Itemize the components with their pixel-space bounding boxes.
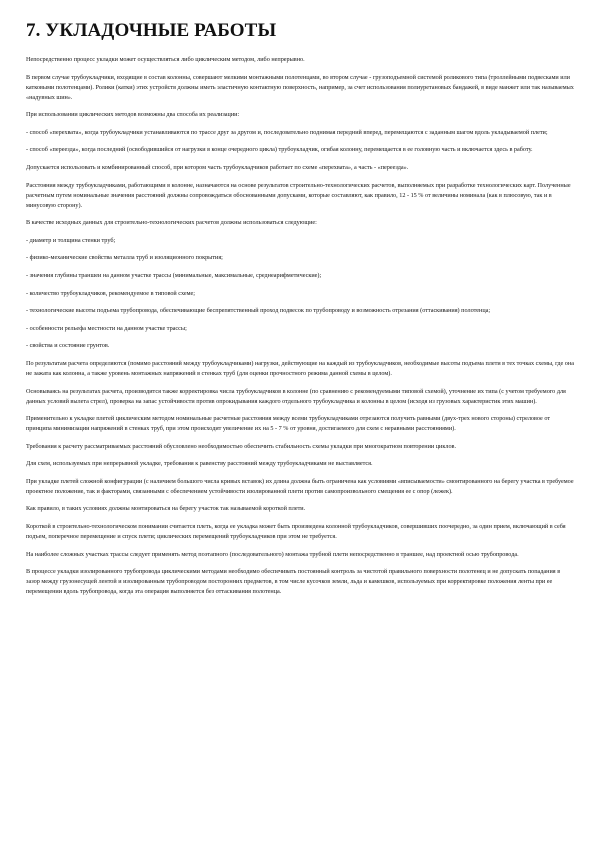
- paragraph: На наиболее сложных участках трассы следует применять метод поэтапного (последовательного) монтажа трубной плети непосредственно в траншее, над проектной осью трубопровода.: [26, 550, 519, 558]
- paragraph: По результатам расчета определяются (помимо расстояний между трубоукладчиками) нагрузки, действующие на каждый из трубоукладчиков, необходимые высоты подъема плети в тех точках схемы, где она не зажата как колонна, а также уровень монтажных напряжений в стенках труб (для оценки прочностного режима данной схемы в целом).: [26, 359, 574, 377]
- paragraph: Непосредственно процесс укладки может осуществляться либо циклическим методом, либо непрерывно.: [26, 56, 305, 63]
- paragraph: Применительно к укладке плетей циклическим методом номинальные расчетные расстояния между всеми трубоукладчиками отрезаются получить равными (двух-трех нового стороны) стреловое от принципа минимизации напряжений в стенках труб, при этом происходит увеличение их на 5 - 7 % от уровня, достигаемого для схем с неравными расстояниями).: [26, 415, 551, 433]
- section-title: 7. УКЛАДОЧНЫЕ РАБОТЫ: [26, 20, 277, 41]
- paragraph: - особенности рельефа местности на данном участке трассы;: [26, 324, 187, 332]
- paragraph: Требования к расчету рассматриваемых расстояний обусловлено необходимостью обеспечить стабильность схемы укладки при многократном повторении циклов.: [26, 442, 457, 450]
- paragraph: - способ «переезда», когда последний (освободившийся от нагрузки в конце очередного цикла) трубоукладчик, огибая колонну, перемещается в ее головную часть и включается здесь в работу.: [26, 146, 533, 154]
- paragraph: Основываясь на результатах расчета, производится также корректировка числа трубоукладчиков в колонне (по сравнению с рекомендуемыми типовой схемой), уточнение их типа (с учетом требуемого для данных условий вылета стрел), проверка на запас устойчивости против опрокидывания каждого отдельного трубоукладчика и колонны в целом (исходя из грузовых характеристик этих машин).: [26, 387, 566, 405]
- paragraph: - значения глубины траншеи на данном участке трассы (минимальные, максимальные, среднеарифметические);: [26, 271, 322, 279]
- paragraph: Для схем, используемых при непрерывной укладке, требования к равенству расстояний между трубоукладчиками не выставляется.: [26, 460, 373, 468]
- paragraph: При использовании циклических методов возможны два способа их реализации:: [26, 111, 240, 119]
- paragraph: При укладке плетей сложной конфигурации (с наличием большого числа кривых вставок) их длина должна быть ограничена как условиями «вписываемости» смонтированного на берегу участка в требуемое проектное положение, так и факторами, связанными с обеспечением устойчивости изолированной плети против самопроизвольного смещения ее с опор (лежек).: [26, 477, 574, 495]
- paragraph: - диаметр и толщина стенки труб;: [26, 236, 116, 244]
- paragraph: - свойства и состояние грунтов.: [26, 342, 110, 350]
- paragraph: Допускается использовать и комбинированный способ, при котором часть трубоукладчиков работает по схеме «перехвата», а часть - «переезда».: [26, 163, 409, 171]
- paragraph: Короткой в строительно-технологическом понимании считается плеть, когда ее укладка может быть произведена колонной трубоукладчиков, совершивших поочередно, за один прием, включающий в себя подъем, поперечное перемещение и спуск плети; циклических перемещений трубоукладчиков при этом не требуется.: [26, 523, 566, 541]
- paragraph: Расстояния между трубоукладчиками, работающими в колонне, назначаются на основе результатов строительно-технологических расчетов, выполняемых при разработке технологических карт. Полученные расчетным путем номинальные значения расстояний должны сопровождаться обоснованными допусками, которые составляют, как правило, 12 - 15 % от величины номинала (как в плюсовую, так и в минусовую сторону).: [26, 181, 571, 209]
- paragraph: - технологические высоты подъема трубопровода, обеспечивающие беспрепятственный проход подвесок по трубопроводу и возможность отрезания (оттаскивания) полотенца;: [26, 307, 491, 315]
- document-body: [26, 55, 575, 597]
- paragraph: В процессе укладки изолированного трубопровода циклическими методами необходимо обеспечивать постоянный контроль за чистотой правильного поверхности полотенец и не допускать попадания в зазор между грузонесущей лентой и изолированным трубопроводом посторонних предметов, в том числе кусочков земли, льда и камешков, используемых при корректировке положения ленты при ее перемещении вдоль трубопровода, когда эта операция выполняется без оттаскивания полотенца.: [26, 568, 561, 596]
- paragraph: В качестве исходных данных для строительно-технологических расчетов должны использоваться следующие:: [26, 219, 317, 227]
- paragraph: - физико-механические свойства металла труб и изоляционного покрытия;: [26, 254, 223, 262]
- paragraph: В первом случае трубоукладчики, входящие в состав колонны, совершают мелкими монтажными полотенцами, во втором случае - грузоподъемной системой роликового типа (троллейными подвесками или катковыми полотенцами). Ролики (катки) этих устройств должны иметь эластичную контактную поверхность, например, за счет использования полиуретановых бандажей, в виде манжет или так называемых «надувных шин».: [26, 73, 574, 101]
- paragraph: Как правило, в таких условиях должны монтироваться на берегу участок так называемой короткой плети.: [26, 505, 306, 513]
- paragraph: - способ «перехвата», когда трубоукладчики устанавливаются по трассе друг за другом и, последовательно поднимая передний вперед, перемещаются с заданным шагом вдоль укладываемой плети;: [26, 128, 548, 136]
- paragraph: - количество трубоукладчиков, рекомендуемое в типовой схеме;: [26, 289, 196, 297]
